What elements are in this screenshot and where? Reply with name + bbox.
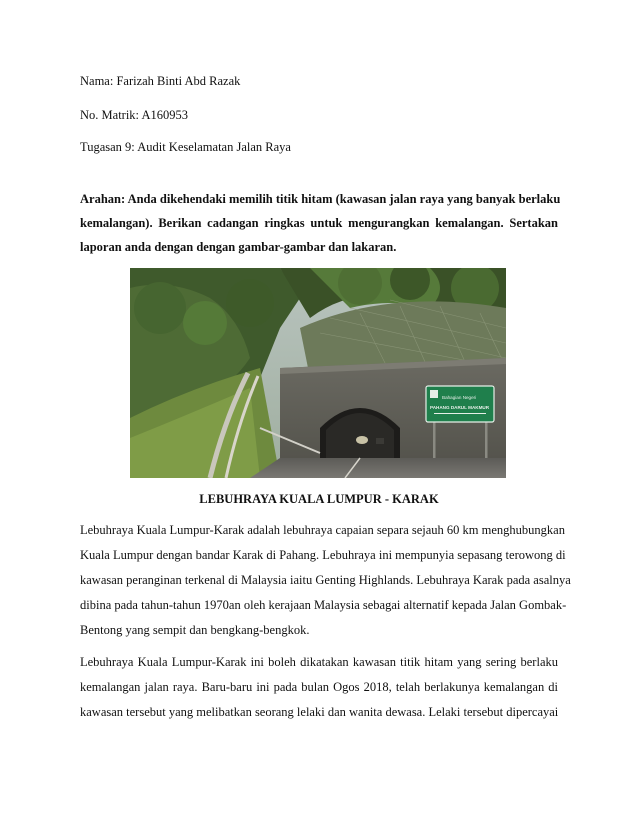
paragraph-1-line-4: dibina pada tahun-tahun 1970an oleh kerajaan Malaysia sebagai alternatif kepada Jalan Gombak- [80,598,567,612]
instruction-line-3: laporan anda dengan dengan gambar-gambar dan lakaran. [80,240,397,254]
paragraph-2-line-1: Lebuhraya Kuala Lumpur-Karak ini boleh dikatakan kawasan titik hitam yang sering berlaku [80,655,558,669]
sign-text-1: Bahagian Negeri [442,395,477,400]
matric-number: No. Matrik: A160953 [80,108,188,122]
paragraph-2-line-2: kemalangan jalan raya. Baru-baru ini pada bulan Ogos 2018, telah berlakunya kemalangan di [80,680,558,694]
student-name: Nama: Farizah Binti Abd Razak [80,74,241,88]
instruction-line-2: kemalangan). Berikan cadangan ringkas untuk mengurangkan kemalangan. Sertakan [80,216,558,230]
paragraph-2-line-3: kawasan tersebut yang melibatkan seorang lelaki dan wanita dewasa. Lelaki tersebut dipercayai [80,705,559,719]
instruction-line-1: Arahan: Anda dikehendaki memilih titik hitam (kawasan jalan raya yang banyak berlaku [80,192,561,206]
tunnel-photo [130,268,506,478]
paragraph-1-line-2: Kuala Lumpur dengan bandar Karak di Pahang. Lebuhraya ini mempunyia sepasang terowong di [80,548,566,562]
section-title: LEBUHRAYA KUALA LUMPUR - KARAK [199,492,439,506]
assignment-title: Tugasan 9: Audit Keselamatan Jalan Raya [80,140,291,154]
sign-text-2: PAHANG DARUL MAKMUR [430,405,490,410]
paragraph-1-line-3: kawasan peranginan terkenal di Malaysia iaitu Genting Highlands. Lebuhraya Karak pada asalnya [80,573,571,587]
paragraph-1-line-1: Lebuhraya Kuala Lumpur-Karak adalah lebuhraya capaian separa sejauh 60 km menghubungkan [80,523,565,537]
paragraph-1-line-5: Bentong yang sempit dan bengkang-bengkok. [80,623,310,637]
